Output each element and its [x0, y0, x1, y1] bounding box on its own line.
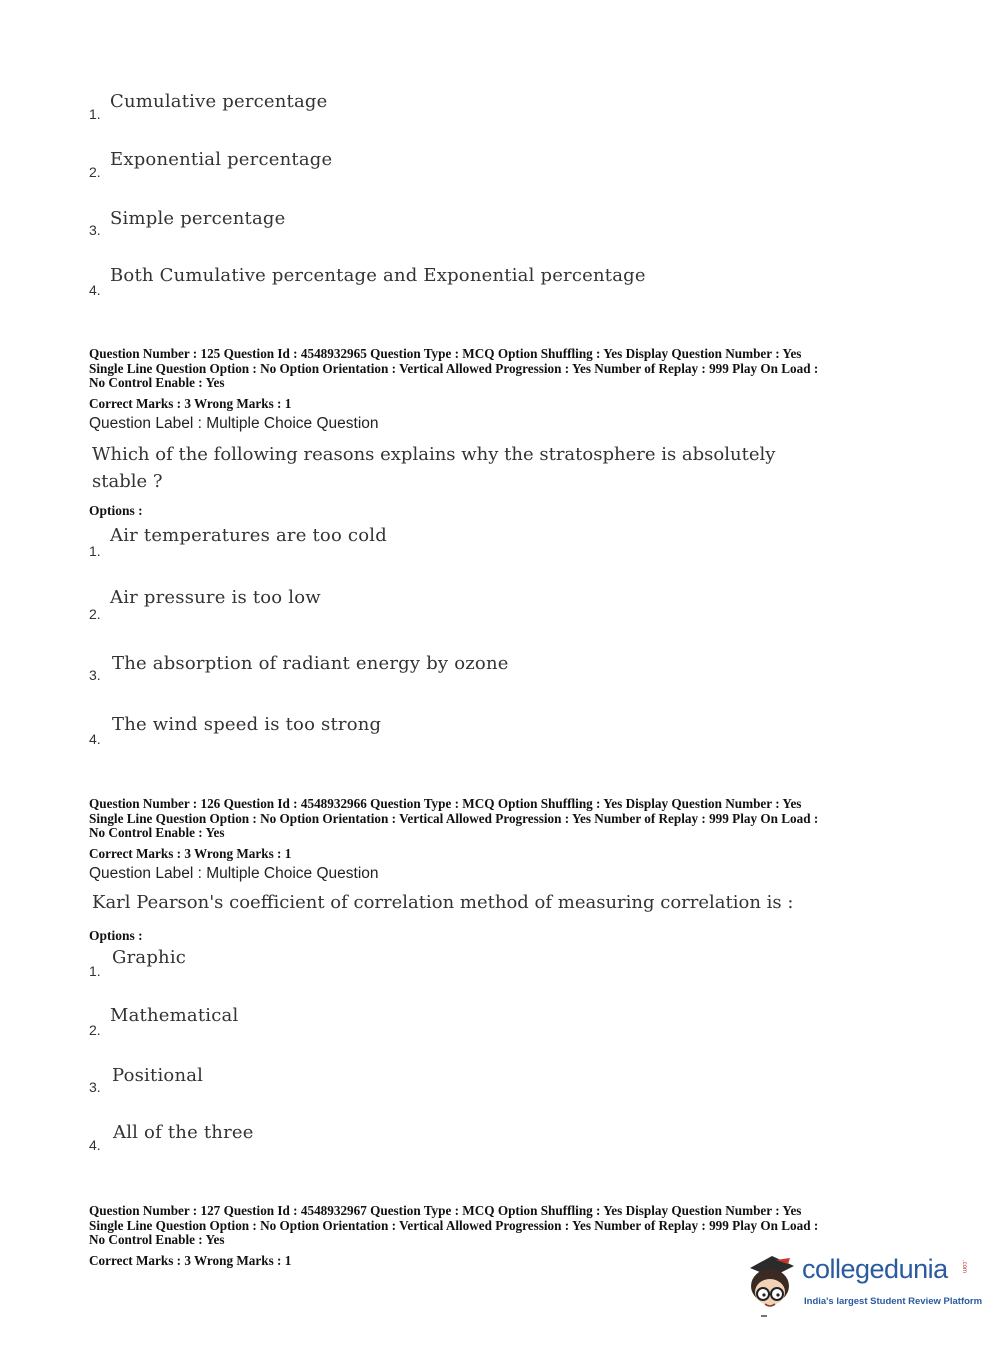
option-number: 1. — [89, 963, 101, 979]
meta-line: Single Line Question Option : No Option Orientation : Vertical Allowed Progression : Yes Number of Replay : 999 Play On Load : — [89, 810, 819, 826]
option-text[interactable]: Cumulative percentage — [110, 91, 328, 112]
logo-suffix: .com — [961, 1260, 967, 1274]
mascot-icon — [742, 1250, 802, 1320]
option-number: 2. — [89, 1022, 101, 1038]
option-text[interactable]: Both Cumulative percentage and Exponential percentage — [110, 265, 646, 286]
meta-line: Single Line Question Option : No Option Orientation : Vertical Allowed Progression : Yes Number of Replay : 999 Play On Load : — [89, 1217, 819, 1233]
meta-line: Question Number : 127 Question Id : 4548932967 Question Type : MCQ Option Shuffling : Yes Display Question Number : Yes — [89, 1203, 802, 1218]
option-number: 1. — [89, 106, 101, 122]
option-text[interactable]: All of the three — [113, 1122, 254, 1143]
option-text[interactable]: Exponential percentage — [110, 149, 333, 170]
question-meta — [89, 347, 919, 391]
question-line: Karl Pearson's coefficient of correlation method of measuring correlation is : — [92, 892, 794, 913]
option-number: 3. — [89, 1079, 101, 1095]
option-number: 4. — [89, 1137, 101, 1153]
option-text[interactable]: Positional — [112, 1065, 204, 1086]
option-text[interactable]: Graphic — [112, 947, 187, 968]
question-line: Which of the following reasons explains why the stratosphere is absolutely — [92, 444, 776, 465]
question-marks: Correct Marks : 3 Wrong Marks : 1 — [89, 1253, 292, 1268]
meta-line: Single Line Question Option : No Option Orientation : Vertical Allowed Progression : Yes Number of Replay : 999 Play On Load : — [89, 360, 819, 376]
option-number: 2. — [89, 606, 101, 622]
question-meta — [89, 1204, 919, 1248]
meta-line: Question Number : 126 Question Id : 4548932966 Question Type : MCQ Option Shuffling : Yes Display Question Number : Yes — [89, 796, 802, 811]
question-label: Question Label : Multiple Choice Question — [89, 865, 379, 882]
option-number: 4. — [89, 731, 101, 747]
option-text[interactable]: The wind speed is too strong — [112, 714, 382, 735]
meta-line: Question Number : 125 Question Id : 4548932965 Question Type : MCQ Option Shuffling : Yes Display Question Number : Yes — [89, 346, 802, 361]
logo-wordmark: collegedunia — [802, 1254, 948, 1284]
option-text[interactable]: Simple percentage — [110, 208, 286, 229]
option-text[interactable]: Air temperatures are too cold — [110, 525, 387, 546]
question-line: stable ? — [92, 471, 163, 492]
option-text[interactable]: Mathematical — [110, 1005, 239, 1026]
question-marks: Correct Marks : 3 Wrong Marks : 1 — [89, 396, 292, 411]
meta-line: No Control Enable : Yes — [89, 375, 225, 391]
question-meta — [89, 797, 919, 841]
collegedunia-logo[interactable] — [742, 1250, 983, 1320]
option-number: 4. — [89, 282, 101, 298]
meta-line: No Control Enable : Yes — [89, 1232, 225, 1248]
options-label: Options : — [89, 503, 143, 518]
question-text — [92, 441, 792, 495]
option-text[interactable]: Air pressure is too low — [110, 587, 321, 608]
question-label: Question Label : Multiple Choice Question — [89, 415, 379, 432]
question-marks: Correct Marks : 3 Wrong Marks : 1 — [89, 846, 292, 861]
options-label: Options : — [89, 928, 143, 943]
question-text — [92, 889, 852, 916]
logo-tagline: India's largest Student Review Platform — [804, 1296, 983, 1307]
option-number: 3. — [89, 667, 101, 683]
option-text[interactable]: The absorption of radiant energy by ozone — [112, 653, 509, 674]
option-number: 3. — [89, 222, 101, 238]
meta-line: No Control Enable : Yes — [89, 825, 225, 841]
option-number: 2. — [89, 164, 101, 180]
option-number: 1. — [89, 543, 101, 559]
